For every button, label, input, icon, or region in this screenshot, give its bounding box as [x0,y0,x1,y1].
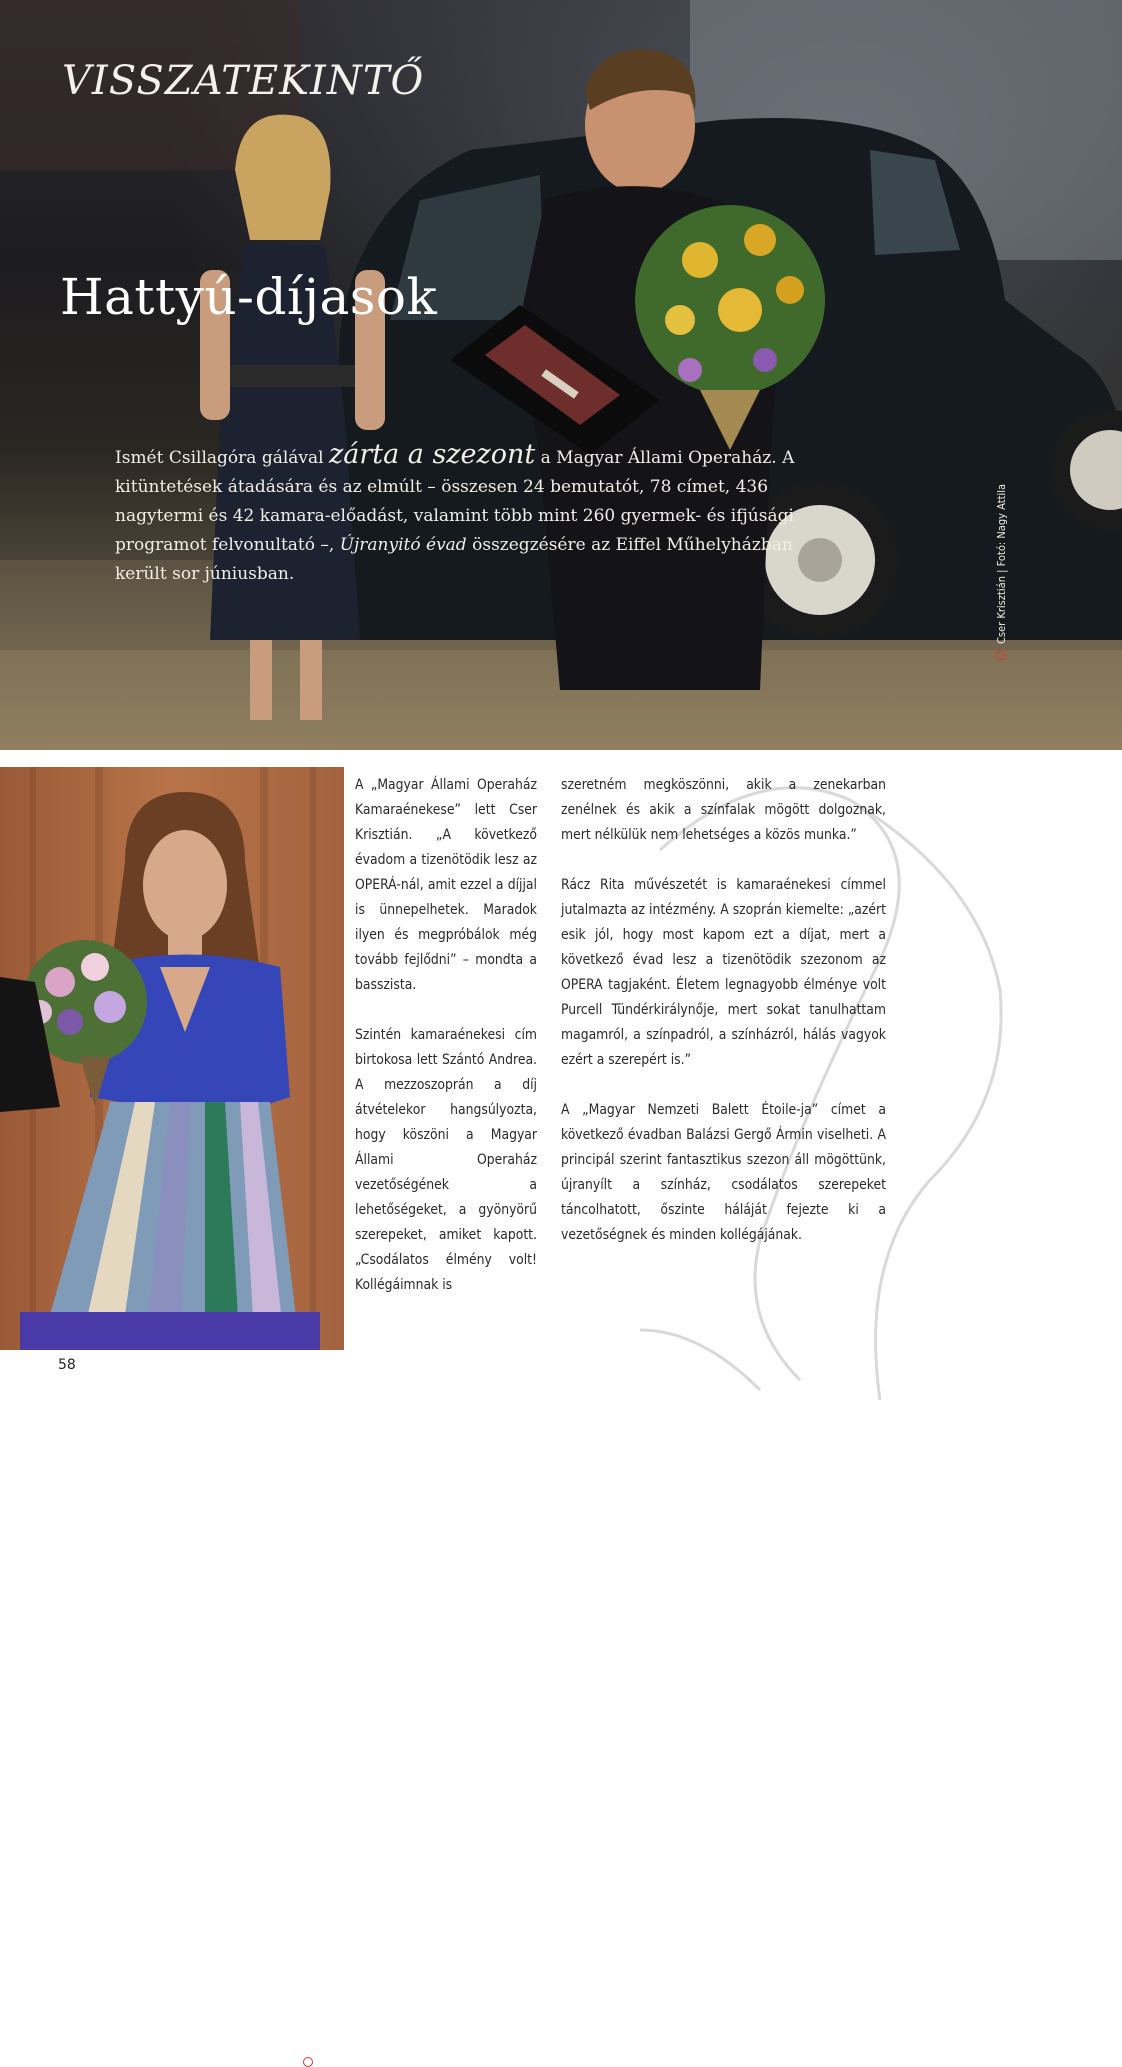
singer-photo-illustration [0,767,344,1350]
column2-paragraph-3: A „Magyar Nemzeti Balett Étoile-ja” címet a következő évadban Balázsi Gergő Ármin viselheti. A principál szerint fantasztikus szezon áll mögöttünk, újranyílt a színház, csodálatos szerepeket táncolhatott, őszinte háláját fejezte ki a vezetőségnek és minden kollégájának. [561,1102,886,1243]
column1-paragraph-1: A „Magyar Állami Operaház Kamaraénekese” lett Cser Krisztián. „A következő évadom a tizenötödik lesz az OPERÁ-nál, amit ezzel a díjjal is ünnepelhetek. Maradok ilyen és megpróbálok még tovább fejlődni” – mondta a basszista. [355,777,537,993]
lead-paragraph [115,440,795,589]
page-number: 58 [58,1357,76,1373]
section-label: VISSZATEKINTŐ [62,58,425,104]
column2-paragraph-1: szeretném megköszönni, akik a zenekarban zenélnek és akik a színfalak mögött dolgoznak, mert nélkülük nem lehetséges a közös munka.” [561,777,886,843]
credit-ring-icon [996,650,1006,660]
hero-scene-illustration [0,0,1122,750]
hero-photo-credit-text: Cser Krisztián | Fotó: Nagy Attila [995,483,1008,644]
article-column-2 [561,773,886,1273]
lead-season-name: Újranyitó évad [339,535,467,555]
singer-photo-credit-text: Rácz Rita | Fotó: Nagy Attila [302,1912,315,2051]
lead-emphasis: zárta a szezont [329,439,536,470]
singer-photo-credit [302,1913,315,2067]
column2-paragraph-2: Rácz Rita művészetét is kamaraénekesi címmel jutalmazta az intézmény. A szoprán kiemelte: „azért esik jól, hogy most kapom ezt a díjat, mert a következő évad lesz a tizenötödik szezonom az OPERA tagjaként. Életem legnagyobb élménye volt Purcell Tündérkirálynője, mert sokat tanulhattam magamról, a színpadról, a színházról, hálás vagyok ezért a szerepért is.” [561,877,886,1068]
credit-ring-icon [303,2057,313,2067]
page-title: Hattyú-díjasok [60,268,438,326]
article-column-1 [355,773,537,1323]
lead-text-3: összegzésére az Eiffel Műhelyházban került sor júniusban. [115,535,793,584]
column1-paragraph-2: Szintén kamaraénekesi cím birtokosa lett Szántó Andrea. A mezzoszoprán a díj átvételekor hangsúlyozta, hogy köszöni a Magyar Állami Operaház vezetőségének a lehetőségeket, a gyönyörű szerepeket, amiket kapott. „Csodálatos élmény volt! Kollégáimnak is [355,1027,537,1293]
hero-photo-credit [995,484,1008,660]
lead-text-1: Ismét Csillagóra gálával [115,448,329,468]
lead-text-2: a Magyar Állami Operaház. A kitüntetések átadására és az elmúlt – összesen 24 bemutatót, 78 címet, 436 nagytermi és 42 kamara-előadást, valamint több mint 260 gyermek- és ifjúsági programot felvonultató –, [115,448,795,555]
hero-photo [0,0,1122,750]
